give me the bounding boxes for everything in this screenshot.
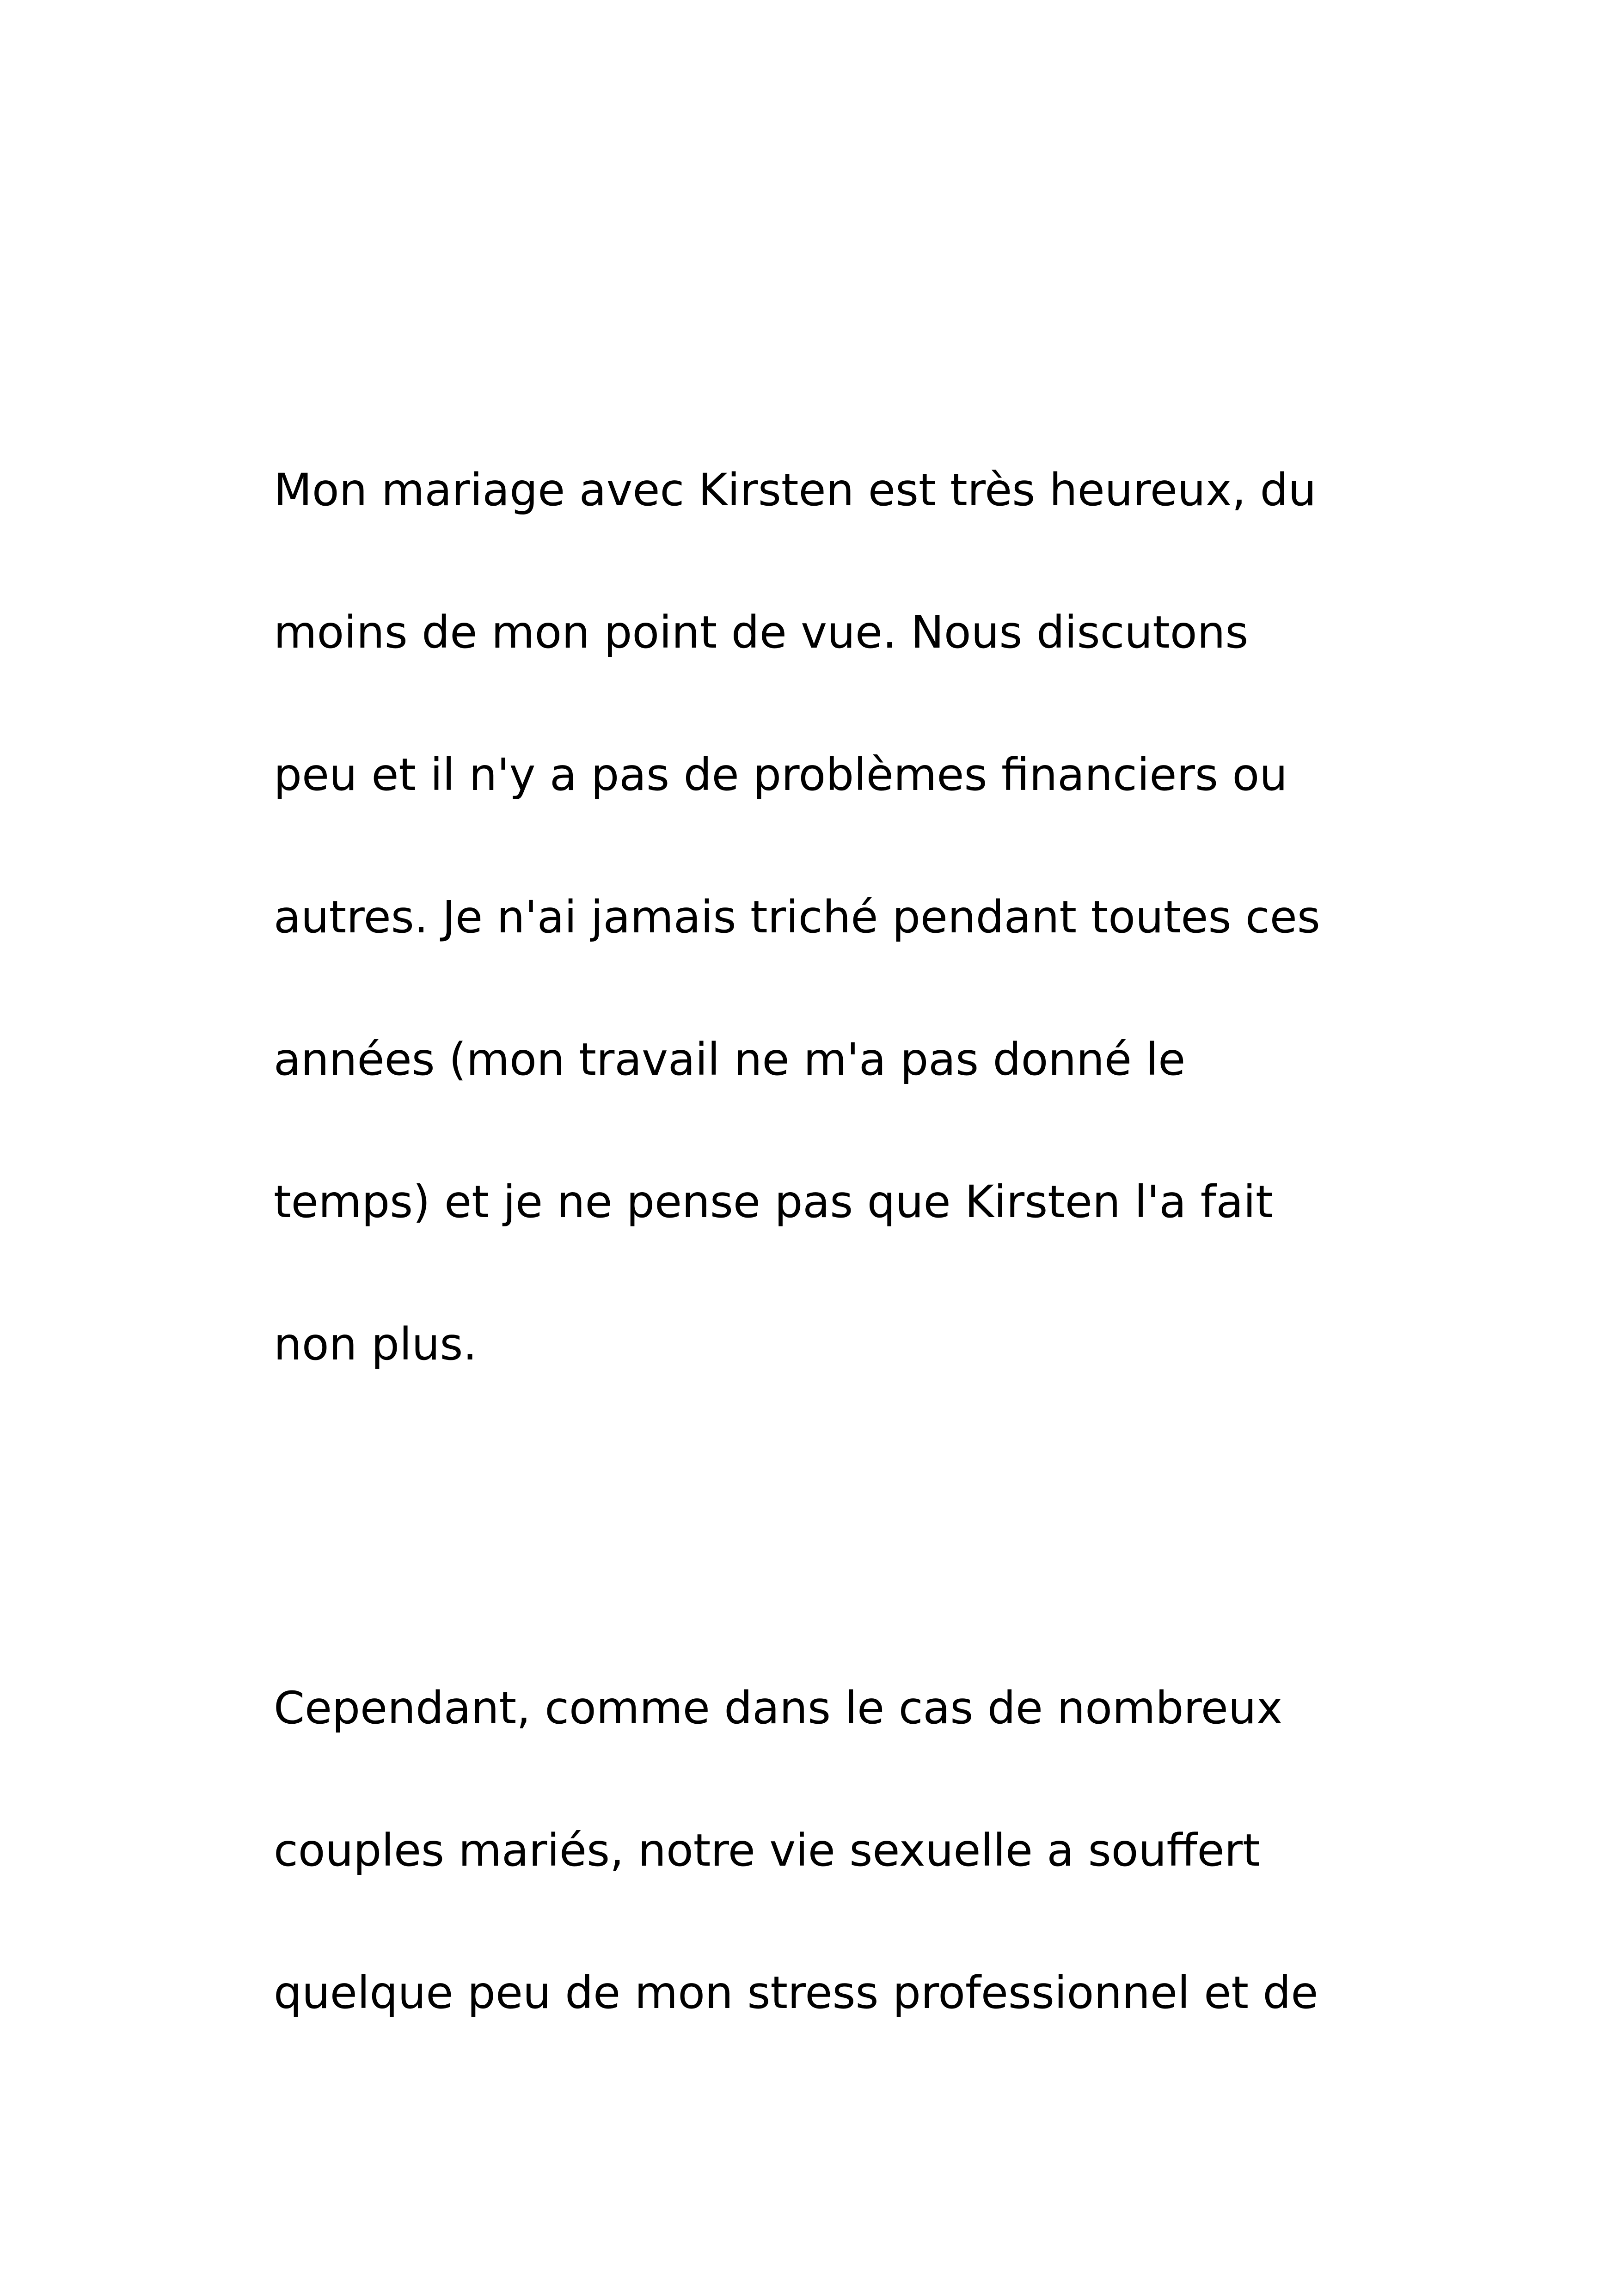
text-line: Mon mariage avec Kirsten est très heureux, du [274,464,1317,516]
text-line: peu et il n'y a pas de problèmes financiers ou [274,749,1288,801]
text-line: couples mariés, notre vie sexuelle a souffert [274,1825,1260,1876]
text-line: non plus. [274,1318,477,1370]
text-line: quelque peu de mon stress professionnel et de [274,1967,1318,2019]
text-line: Cependant, comme dans le cas de nombreux [274,1682,1283,1734]
paragraph [274,453,1320,1450]
text-line: années (mon travail ne m'a pas donné le [274,1034,1186,1085]
paragraph [274,1671,1318,2098]
text-line: moins de mon point de vue. Nous discutons [274,606,1249,658]
text-line: autres. Je n'ai jamais triché pendant toutes ces [274,891,1320,943]
text-line: temps) et je ne pense pas que Kirsten l'a fait [274,1176,1273,1228]
